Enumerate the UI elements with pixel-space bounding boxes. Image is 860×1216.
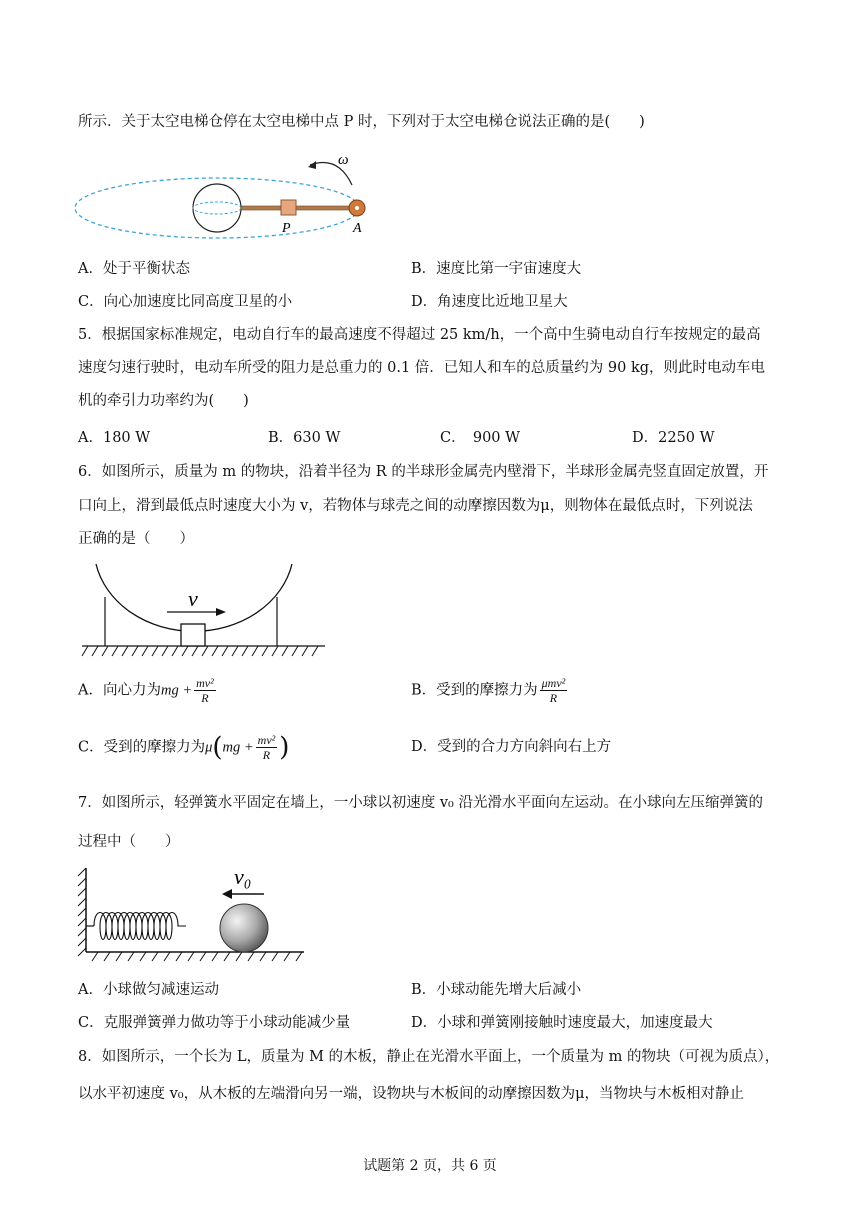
v0-label: v₀ bbox=[234, 864, 252, 889]
q6-option-a-prefix: A．向心力为 bbox=[78, 682, 161, 699]
q4-space-elevator-figure bbox=[70, 150, 370, 240]
p-label: P bbox=[282, 221, 291, 236]
fraction-denominator: R bbox=[201, 691, 209, 705]
q4-option-d: D．角速度比近地卫星大 bbox=[411, 294, 568, 310]
q6-option-c-prefix: C．受到的摩擦力为 bbox=[78, 739, 206, 756]
q7-option-a: A．小球做匀减速运动 bbox=[78, 982, 219, 998]
fraction bbox=[194, 676, 216, 705]
left-paren: ( bbox=[212, 732, 223, 763]
q5-line-1: 5．根据国家标准规定，电动自行车的最高速度不得超过 25 km/h，一个高中生骑电动自行车按规定的最高 bbox=[78, 327, 761, 343]
q6-option-a-expr: mg + bbox=[160, 682, 193, 699]
velocity-label: v bbox=[188, 586, 198, 611]
q4-option-b: B．速度比第一宇宙速度大 bbox=[411, 261, 582, 277]
fraction-denominator: R bbox=[262, 748, 271, 762]
right-paren: ) bbox=[279, 732, 290, 763]
page-footer: 试题第 2 页，共 6 页 bbox=[363, 1158, 497, 1174]
fraction-denominator: R bbox=[549, 691, 558, 705]
q4-stem: 所示．关于太空电梯仓停在太空电梯中点 P 时，下列对于太空电梯仓说法正确的是( ) bbox=[78, 114, 645, 130]
q5-line-3: 机的牵引力功率约为( ) bbox=[78, 393, 249, 409]
a-label: A bbox=[353, 221, 362, 236]
q6-option-c bbox=[78, 733, 289, 762]
q5-option-a: A．180 W bbox=[78, 430, 151, 446]
q5-option-d: D．2250 W bbox=[632, 430, 715, 446]
q7-option-c: C．克服弹簧弹力做功等于小球动能减少量 bbox=[78, 1015, 351, 1031]
fraction-numerator: μmv² bbox=[541, 676, 566, 690]
q4-option-a: A．处于平衡状态 bbox=[78, 261, 190, 277]
q7-option-b: B．小球动能先增大后减小 bbox=[411, 982, 582, 998]
q6-option-c-mu: μ bbox=[205, 739, 213, 756]
q6-option-c-expr: mg + bbox=[222, 739, 254, 756]
q5-line-2: 速度匀速行驶时，电动车所受的阻力是总重力的 0.1 倍．已知人和车的总质量约为 90 kg，则此时电动车电 bbox=[78, 360, 766, 376]
fraction bbox=[256, 733, 278, 762]
q7-spring-figure bbox=[78, 864, 313, 964]
q6-line-3: 正确的是（ ） bbox=[78, 531, 194, 547]
fraction-numerator: mv² bbox=[257, 733, 276, 747]
q7-line-1: 7．如图所示，轻弹簧水平固定在墙上，一小球以初速度 v₀ 沿光滑水平面向左运动。在小球向左压缩弹簧的 bbox=[78, 795, 763, 811]
q5-option-c: C． 900 W bbox=[440, 430, 521, 446]
q6-hemisphere-figure bbox=[80, 560, 330, 660]
fraction-numerator: mv² bbox=[196, 676, 214, 690]
q6-line-2: 口向上，滑到最低点时速度大小为 v，若物体与球壳之间的动摩擦因数为μ，则物体在最低点时，下列说法 bbox=[78, 498, 753, 514]
q4-option-c: C．向心加速度比同高度卫星的小 bbox=[78, 294, 293, 310]
q8-line-2: 以水平初速度 v₀，从木板的左端滑向另一端，设物块与木板间的动摩擦因数为μ，当物块与木板相对静止 bbox=[78, 1086, 745, 1102]
fraction bbox=[540, 676, 568, 705]
omega-label: ω bbox=[338, 152, 349, 168]
q6-option-b-prefix: B．受到的摩擦力为 bbox=[411, 682, 538, 699]
q5-option-b: B．630 W bbox=[268, 430, 341, 446]
q7-option-d: D．小球和弹簧刚接触时速度最大，加速度最大 bbox=[411, 1015, 713, 1031]
q6-line-1: 6．如图所示，质量为 m 的物块，沿着半径为 R 的半球形金属壳内壁滑下，半球形金属壳竖直固定放置，开 bbox=[78, 464, 769, 480]
q6-option-a bbox=[78, 676, 218, 705]
q6-option-b bbox=[411, 676, 569, 705]
q8-line-1: 8．如图所示，一个长为 L，质量为 M 的木板，静止在光滑水平面上，一个质量为 m 的物块（可视为质点）， bbox=[78, 1049, 780, 1065]
q7-line-2: 过程中（ ） bbox=[78, 834, 180, 850]
q6-option-d: D．受到的合力方向斜向右上方 bbox=[411, 739, 612, 755]
